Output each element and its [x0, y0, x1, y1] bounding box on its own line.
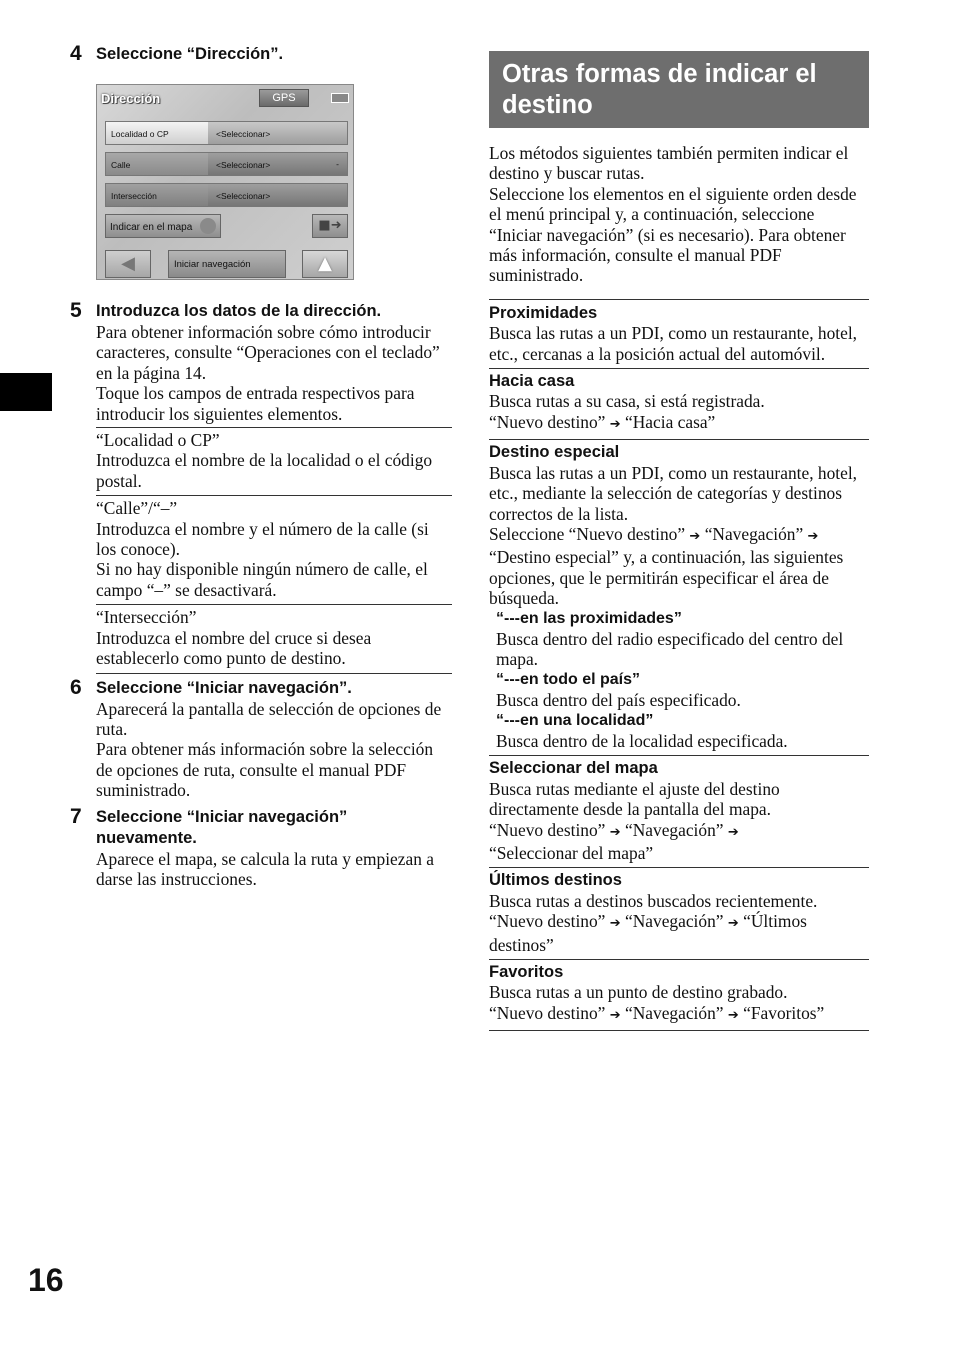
section-heading: Hacia casa: [489, 372, 575, 391]
section-text: Busca las rutas a un PDI, como un restaurante, hotel, etc., cercanas a la posición actual del automóvil.: [489, 323, 858, 364]
section-tab-marker: [0, 373, 52, 411]
arrow-right-icon: ➔: [727, 824, 739, 840]
sub-heading: “---en las proximidades”: [496, 609, 682, 627]
sub-option: [489, 670, 869, 711]
sub-option: [489, 711, 869, 752]
section-destino-especial: [489, 439, 869, 751]
section-proximidades: [489, 299, 869, 364]
house-number-field: -: [336, 159, 339, 169]
arrow-right-icon: ➔: [609, 824, 621, 840]
menu-path: “Nuevo destino” ➔ “Navegación” ➔ “Últimos destinos”: [489, 911, 807, 955]
address-screen-screenshot: [96, 84, 354, 280]
section-seleccionar-mapa: [489, 755, 869, 863]
step-number: 5: [70, 299, 82, 322]
back-arrow-icon: ◀: [105, 250, 151, 278]
step-7: [70, 804, 452, 890]
field-description: [96, 427, 452, 491]
item-head: “Calle”/“–”: [96, 498, 178, 519]
menu-path: Seleccione “Nuevo destino” ➔ “Navegación” ➔ “Destino especial” y, a continuación, las siguientes opciones, que le permitirán especificar el área de búsqueda.: [489, 523, 844, 609]
step-title: Seleccione “Dirección”.: [96, 45, 284, 63]
section-heading: Destino especial: [489, 443, 620, 462]
section-text: Busca rutas a su casa, si está registrada.: [489, 391, 765, 412]
step-number: 7: [70, 804, 82, 828]
arrow-right-icon: ➔: [609, 1007, 621, 1023]
sub-heading: “---en todo el país”: [496, 670, 640, 688]
step-body: Aparecerá la pantalla de selección de opciones de ruta.: [96, 698, 442, 739]
intro-text: Seleccione los elementos en el siguiente orden desde el menú principal y, a continuación, seleccione “Iniciar navegación” (si es necesario). Para obtener más información, consulte el manual PDF suministrado.: [489, 183, 857, 286]
item-text: Si no hay disponible ningún número de calle, el campo “–” se desactivará.: [96, 559, 428, 600]
item-text: Introduzca el nombre y el número de la calle (si los conoce).: [96, 518, 429, 560]
battery-icon: [331, 93, 349, 103]
section-heading: Proximidades: [489, 303, 598, 322]
step-body: Aparece el mapa, se calcula la ruta y empiezan a darse las instrucciones.: [96, 848, 434, 889]
arrow-right-icon: ➔: [609, 916, 621, 932]
left-column: [70, 44, 452, 889]
section-heading: Favoritos: [489, 963, 564, 982]
step-body: Para obtener información sobre cómo introducir caracteres, consulte “Operaciones con el teclado” en la página 14.: [96, 322, 440, 383]
gps-button: GPS: [259, 89, 309, 107]
section-text: Busca las rutas a un PDI, como un restaurante, hotel, etc., mediante la selección de categorías y destinos correctos de la lista.: [489, 462, 858, 524]
field-calle: [105, 152, 348, 176]
right-column: [489, 51, 869, 1031]
sub-heading: “---en una localidad”: [496, 711, 654, 729]
section-text: Busca rutas mediante el ajuste del destino directamente desde la pantalla del mapa.: [489, 778, 780, 820]
globe-icon: [200, 218, 216, 234]
menu-path: “Nuevo destino” ➔ “Hacia casa”: [489, 411, 716, 432]
item-head: “Intersección”: [96, 607, 197, 628]
sub-text: Busca dentro de la localidad especificada.: [496, 730, 788, 751]
item-text: Introduzca el nombre del cruce si desea establecerlo como punto de destino.: [96, 627, 372, 669]
page-number: 16: [28, 1262, 64, 1298]
indicate-on-map-button: [105, 214, 221, 238]
step-body: Para obtener más información sobre la selección de opciones de ruta, consulte el manual PDF suministrado.: [96, 739, 434, 801]
menu-path: “Nuevo destino” ➔ “Navegación” ➔ “Favoritos”: [489, 1002, 825, 1023]
sub-text: Busca dentro del radio especificado del centro del mapa.: [496, 628, 844, 670]
step-6: [70, 673, 452, 801]
arrow-right-icon: ➔: [727, 916, 739, 932]
field-localidad: [105, 121, 348, 145]
intro: [489, 143, 869, 286]
arrow-right-icon: ➔: [727, 1007, 739, 1023]
section-text: Busca rutas a un punto de destino grabado.: [489, 982, 788, 1003]
section-banner: Otras formas de indicar el destino: [489, 51, 869, 128]
intro-text: Los métodos siguientes también permiten indicar el destino y buscar rutas.: [489, 143, 849, 184]
field-value: <Seleccionar> -: [208, 153, 347, 175]
section-heading: Últimos destinos: [489, 871, 622, 890]
step-number: 6: [70, 675, 82, 699]
section-favoritos: [489, 959, 869, 1031]
step-5: [70, 301, 452, 669]
step-title: Introduzca los datos de la dirección.: [96, 302, 382, 320]
field-label: Calle: [106, 153, 208, 175]
field-description: [96, 495, 452, 600]
button-label: Indicar en el mapa: [110, 222, 193, 233]
field-value: <Seleccionar>: [208, 184, 347, 206]
arrow-right-icon: ➔: [807, 528, 819, 544]
start-navigation-button: Iniciar navegación: [168, 250, 286, 278]
step-4: [70, 44, 452, 280]
section-text: Busca rutas a destinos buscados recientemente.: [489, 890, 818, 911]
section-heading: Seleccionar del mapa: [489, 759, 658, 778]
sub-text: Busca dentro del país especificado.: [496, 690, 741, 711]
step-number: 4: [70, 42, 82, 65]
arrow-right-icon: ➔: [689, 528, 701, 544]
step-body: Toque los campos de entrada respectivos para introducir los siguientes elementos.: [96, 383, 415, 424]
sub-option: [489, 609, 869, 670]
step-title: Seleccione “Iniciar navegación” nuevamente.: [96, 807, 348, 847]
item-head: “Localidad o CP”: [96, 430, 220, 451]
field-value: <Seleccionar>: [208, 122, 347, 144]
field-label: Intersección: [106, 184, 208, 206]
menu-path: “Nuevo destino” ➔ “Navegación” ➔ “Seleccionar del mapa”: [489, 819, 739, 863]
section-hacia-casa: [489, 368, 869, 435]
arrow-right-icon: ➔: [609, 416, 621, 432]
map-location-icon: ■➜: [312, 214, 348, 238]
field-interseccion: [105, 183, 348, 207]
step-title: Seleccione “Iniciar navegación”.: [96, 678, 352, 697]
screen-title: Dirección: [101, 91, 161, 106]
field-description: [96, 604, 452, 668]
field-label: Localidad o CP: [106, 122, 208, 144]
item-text: Introduzca el nombre de la localidad o el código postal.: [96, 450, 433, 491]
navigation-arrow-icon: ▲: [302, 250, 348, 278]
section-ultimos-destinos: [489, 867, 869, 955]
